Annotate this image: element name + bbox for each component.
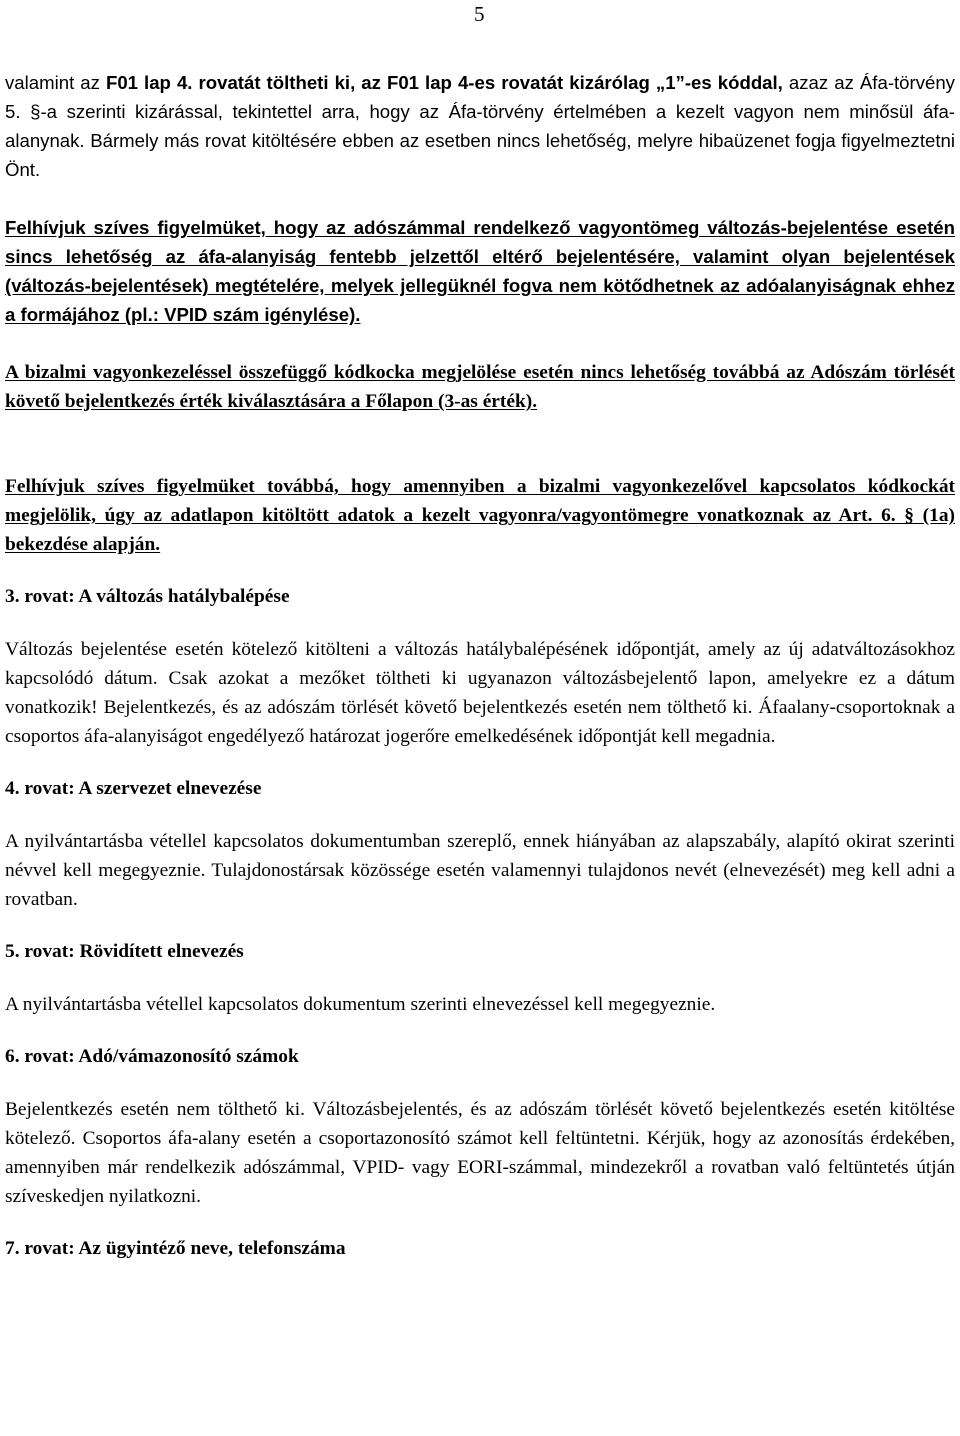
paragraph-f01-intro-bold: F01 lap 4. rovatát töltheti ki, az F01 lap 4-es rovatát kizárólag „1”-es kóddal, — [105, 72, 783, 93]
paragraph-f01-intro-text-2: azaz az Áfa-törvény 5. §-a szerinti kizárással, tekintettel arra, hogy az Áfa-törvény értelmében a kezelt vagyon nem minősül áfa-alanynak. Bármely más rovat kitöltésére ebben az esetben nincs lehetőség, melyre hibaüzenet fogja figyelmeztetni Önt. — [5, 72, 955, 180]
paragraph-notice-trust: Felhívjuk szíves figyelmüket továbbá, hogy amennyiben a bizalmi vagyonkezelővel kapcsolatos kódkockát megjelölik, úgy az adatlapon kitöltött adatok a kezelt vagyonra/vagyontömegre vonatkoznak az Art. 6. § (1a) bekezdése alapján. — [5, 476, 955, 555]
section-body-5: A nyilvántartásba vétellel kapcsolatos dokumentum szerinti elnevezéssel kell megegyeznie. — [5, 994, 716, 1015]
section-body-6: Bejelentkezés esetén nem tölthető ki. Változásbejelentés, és az adószám törlését követő bejelentkezés esetén kitöltése kötelező. Csoportos áfa-alany esetén a csoportazonosító számot kell feltüntetni. Kérjük, hogy az azonosítás érdekében, amennyiben már rendelkezik adószámmal, VPID- vagy EORI-számmal, mindezekről a rovatban való feltüntetés útján szíveskedjen nyilatkozni. — [5, 1099, 955, 1207]
section-heading-7: 7. rovat: Az ügyintéző neve, telefonszáma — [5, 1238, 346, 1259]
section-heading-3: 3. rovat: A változás hatálybalépése — [5, 586, 290, 607]
paragraph-f01-intro-text-1: valamint az — [5, 72, 106, 93]
paragraph-notice-vat: Felhívjuk szíves figyelmüket, hogy az adószámmal rendelkező vagyontömeg változás-bejelentése esetén sincs lehetőség az áfa-alanyiság fentebb jelzettől eltérő bejelentésére, valamint olyan bejelentések (változás-bejelentések) megtételére, melyek jellegüknél fogva nem kötődhetnek az adóalanyiságnak ehhez a formájához (pl.: VPID szám igénylése). — [5, 217, 955, 325]
paragraph-trust-checkbox: A bizalmi vagyonkezeléssel összefüggő kódkocka megjelölése esetén nincs lehetőség továbbá az Adószám törlését követő bejelentkezés érték kiválasztására a Főlapon (3-as érték). — [5, 362, 955, 412]
section-heading-4: 4. rovat: A szervezet elnevezése — [5, 778, 262, 799]
document-content — [5, 68, 955, 1287]
section-body-4: A nyilvántartásba vétellel kapcsolatos dokumentumban szereplő, ennek hiányában az alapszabály, alapító okirat szerinti névvel kell megegyeznie. Tulajdonostársak közössége esetén valamennyi tulajdonos nevét (elnevezését) meg kell adni a rovatban. — [5, 831, 955, 910]
section-body-3: Változás bejelentése esetén kötelező kitölteni a változás hatálybalépésének időpontját, amely az új adatváltozásokhoz kapcsolódó dátum. Csak azokat a mezőket töltheti ki ugyanazon változásbejelentő lapon, amelyekre ez a dátum vonatkozik! Bejelentkezés, és az adószám törlését követő bejelentkezés esetén nem tölthető ki. Áfaalany-csoportoknak a csoportos áfa-alanyiságot engedélyező határozat jogerőre emelkedésének időpontját kell megadnia. — [5, 639, 955, 747]
paragraph-f01-intro — [5, 68, 955, 184]
page-number: 5 — [474, 2, 485, 26]
section-heading-5: 5. rovat: Rövidített elnevezés — [5, 941, 244, 962]
section-heading-6: 6. rovat: Adó/vámazonosító számok — [5, 1046, 299, 1067]
